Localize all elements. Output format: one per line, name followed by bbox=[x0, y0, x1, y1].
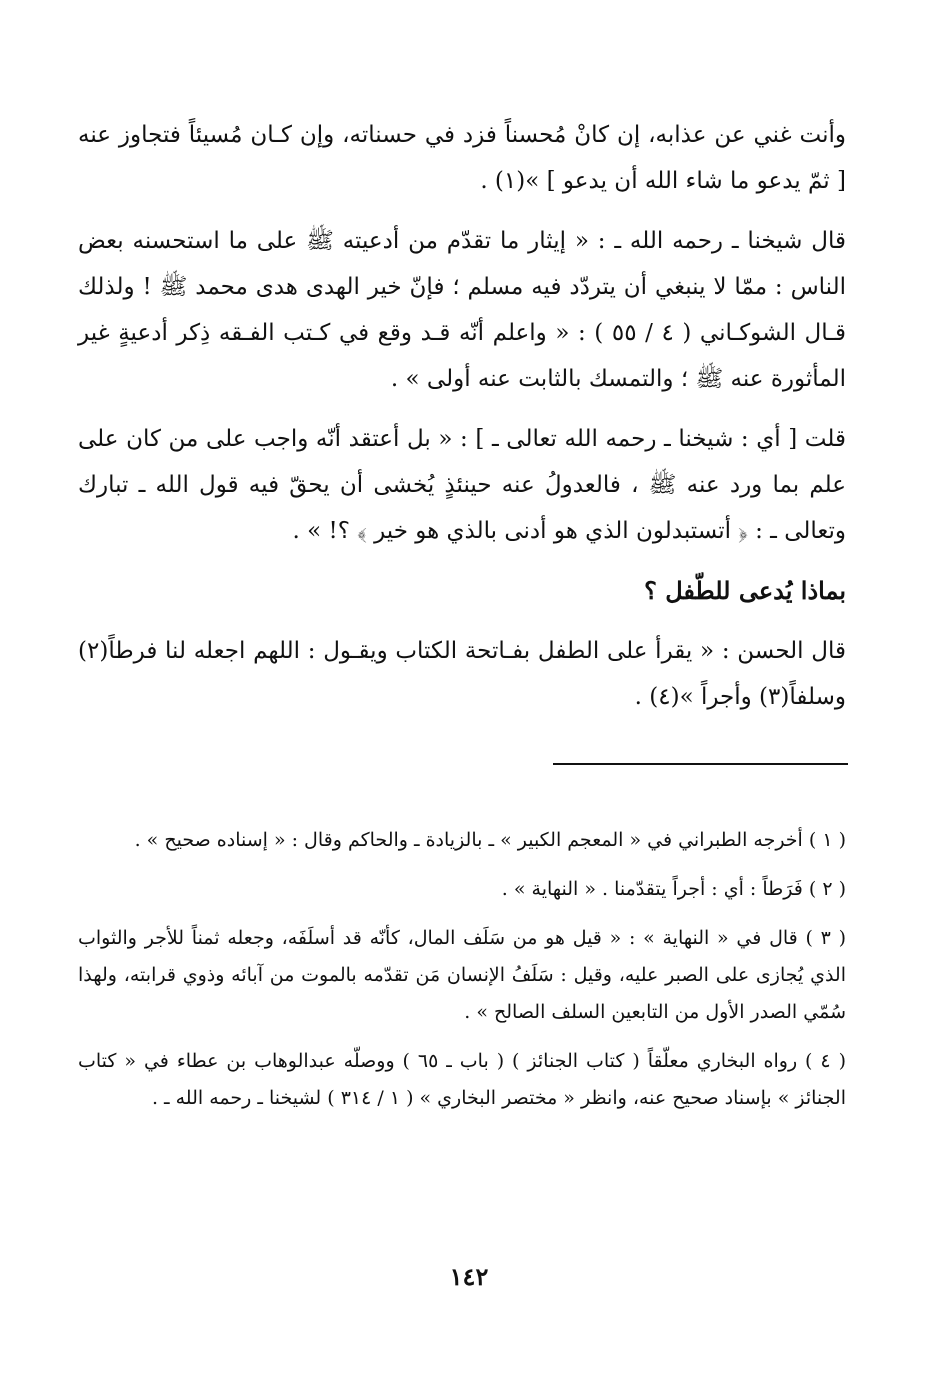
paragraph-3: قلت [ أي : شيخنا ـ رحمه الله تعالى ـ ] : « بل أعتقد أنّه واجب على من كان على علم بما ورد عنه ﷺ ، فالعدولُ عنه حينئذٍ يُخشى أن يحقّ فيه قول الله ـ تبارك وتعالى ـ : ﴿ أتستبدلون الذي هو أدنى بالذي هو خير ﴾ ؟! » . bbox=[78, 426, 846, 544]
footnote-4: ( ٤ ) رواه البخاري معلّقاً ( كتاب الجنائز ) ( باب ـ ٦٥ ) ووصلّه عبدالوهاب بن عطاء في « كتاب الجنائز » بإسناد صحيح عنه، وانظر « مختصر البخاري » ( ١ / ٣١٤ ) لشيخنا ـ رحمه الله ـ . bbox=[78, 1050, 846, 1109]
paragraph-1: وأنت غني عن عذابه، إن كانْ مُحسناً فزد في حسناته، وإن كـان مُسيئاً فتجاوز عنه [ ثمّ يدعو ما شاء الله أن يدعو ] »(١) . bbox=[78, 122, 846, 194]
main-text bbox=[78, 112, 846, 734]
section-heading: بماذا يُدعى للطّفل ؟ bbox=[644, 576, 846, 605]
footnote-divider bbox=[553, 763, 848, 765]
footnote-1: ( ١ ) أخرجه الطبراني في « المعجم الكبير » ـ بالزيادة ـ والحاكم وقال : « إسناده صحيح » . bbox=[134, 829, 846, 851]
page-number: ١٤٢ bbox=[449, 1262, 489, 1291]
footnote-3: ( ٣ ) قال في « النهاية » : « قيل هو من سَلَف المال، كأنّه قد أسلَفَه، وجعله ثمناً للأجر والثواب الذي يُجازى على الصبر عليه، وقيل : سَلَفُ الإنسان مَن تقدّمه بالموت من آبائه وذوي قرابته، ولهذا سُمّي الصدر الأول من التابعين السلف الصالح » . bbox=[78, 927, 847, 1023]
paragraph-2: قال شيخنا ـ رحمه الله ـ : « إيثار ما تقدّم من أدعيته ﷺ على ما استحسنه بعض الناس : ممّا لا ينبغي أن يتردّد فيه مسلم ؛ فإنّ خير الهدى هدى محمد ﷺ ! ولذلك قـال الشوكـاني ( ٤ / ٥٥ ) : « واعلم أنّه قـد وقع في كـتب الفـقه ذِكر أدعيةٍ غير المأثورة عنه ﷺ ؛ والتمسك بالثابت عنه أولى » . bbox=[78, 228, 846, 392]
footnotes bbox=[78, 822, 846, 1129]
paragraph-4: قال الحسن : « يقرأ على الطفل بفـاتحة الكتاب ويقـول : اللهم اجعله لنا فرطاً(٢) وسلفاً(٣) وأجراً »(٤) . bbox=[78, 638, 846, 710]
footnote-2: ( ٢ ) فَرَطاً : أي : أجراً يتقدّمنا . « النهاية » . bbox=[501, 878, 846, 900]
